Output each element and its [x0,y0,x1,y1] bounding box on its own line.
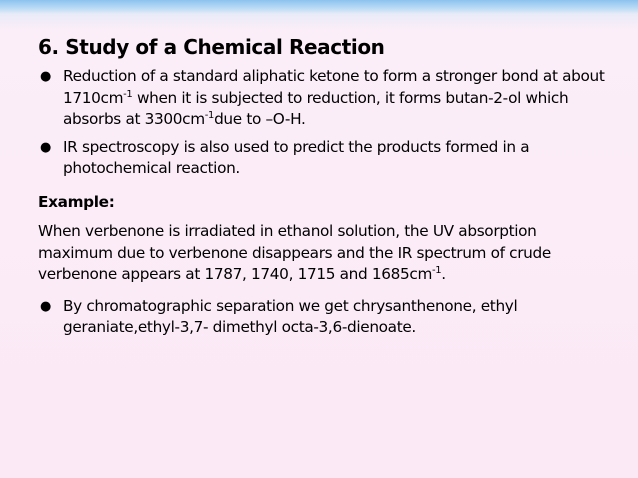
bullet-dot-icon: ● [40,69,51,84]
top-accent-band [0,0,638,14]
bullet-dot-icon: ● [40,298,51,314]
paragraph-end: . [441,265,446,283]
bullet-text: IR spectroscopy is also used to predict the products formed in a photochemical reaction. [63,137,530,177]
bullet-list [38,66,613,180]
superscript: -1 [123,88,133,100]
bullet-item-reduction [38,66,613,131]
bullet-text: By chromatographic separation we get chrysanthenone, ethyl geraniate,ethyl-3,7- dimethyl octa-3,6-dienoate. [63,296,518,336]
bullet-item-chromatography [38,296,613,339]
slide-content [38,34,613,345]
bullet-text: when it is subjected to reduction, it forms butan-2-ol which absorbs at 3300cm [63,88,569,128]
bullet-text: Reduction of a standard aliphatic ketone to form a stronger bond at about 1710cm [63,67,605,107]
bullet-list [38,296,613,339]
example-paragraph [38,221,613,286]
superscript: -1 [204,110,215,121]
bullet-dot-icon: ● [40,139,51,155]
bullet-text: due to –O-H. [214,110,306,128]
bullet-item-ir-prediction [38,137,613,180]
example-label: Example: [38,192,115,211]
slide-title: 6. Study of a Chemical Reaction [38,35,385,59]
paragraph-text: When verbenone is irradiated in ethanol solution, the UV absorption maximum due to verbenone disappears and the IR spectrum of crude verbenone appears at 1787, 1740, 1715 and 1685cm [38,222,551,283]
superscript: -1 [432,265,442,276]
